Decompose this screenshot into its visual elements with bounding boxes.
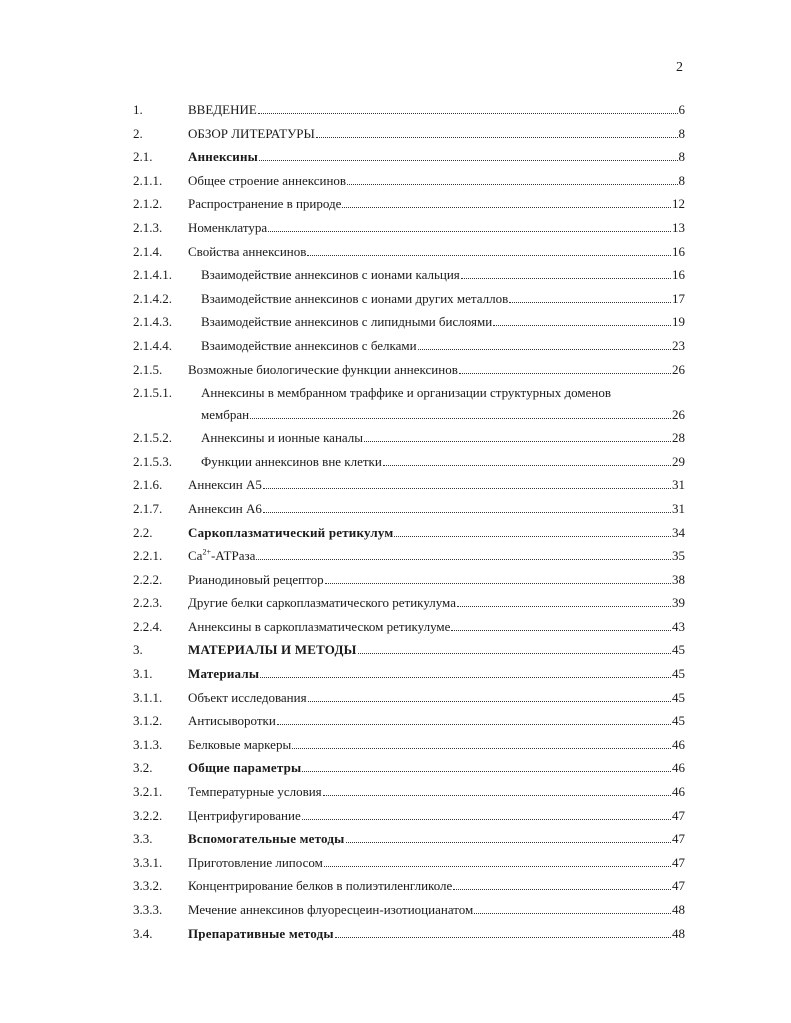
toc-row xyxy=(0,638,791,662)
toc-leader-dots xyxy=(335,936,671,938)
toc-number: 3.3.1. xyxy=(133,854,163,870)
toc-title-text: Вспомогательные методы xyxy=(188,831,345,847)
toc-title-text: Функции аннексинов вне клетки xyxy=(201,453,382,469)
toc-page-number: 23 xyxy=(672,337,685,353)
toc-title xyxy=(188,525,393,541)
toc-title xyxy=(188,572,324,588)
toc-leader-dots xyxy=(258,112,678,114)
toc-number: 3. xyxy=(133,642,143,658)
toc-title-superscript: 2+ xyxy=(202,547,211,557)
toc-page-number: 17 xyxy=(672,290,685,306)
toc-page-number: 47 xyxy=(672,878,685,894)
toc-title-text: Номенклатура xyxy=(188,219,268,235)
toc-number: 2.1.6. xyxy=(133,477,163,493)
toc-row xyxy=(0,358,791,382)
toc-entry[interactable] xyxy=(201,454,685,470)
toc-title xyxy=(188,548,255,564)
toc-leader-dots xyxy=(259,159,677,161)
toc-title xyxy=(188,878,452,894)
toc-number: 2.2.4. xyxy=(133,618,163,634)
toc-number: 3.3.3. xyxy=(133,902,163,917)
toc-number: 2.1.4.2. xyxy=(133,290,172,306)
toc-title-text: Приготовление липосом xyxy=(188,854,323,870)
toc-title-text: Антисыворотки xyxy=(188,713,276,729)
toc-page-number: 46 xyxy=(672,784,685,800)
toc-title xyxy=(188,619,450,635)
toc-leader-dots xyxy=(308,700,671,702)
toc-title xyxy=(188,595,456,611)
toc-page-number: 8 xyxy=(678,149,685,165)
toc-entry[interactable] xyxy=(188,362,685,378)
toc-entry[interactable] xyxy=(188,548,685,564)
toc-page-number: 46 xyxy=(672,760,685,776)
toc-title-prefix: Ca xyxy=(188,548,203,564)
toc-number: 3.2.1. xyxy=(133,784,163,800)
toc-row xyxy=(0,192,791,216)
toc-title xyxy=(201,314,492,330)
toc-leader-dots xyxy=(277,723,671,725)
toc-title xyxy=(188,855,323,871)
toc-title-text: Аннексины xyxy=(188,149,259,165)
toc-row xyxy=(0,145,791,169)
toc-title xyxy=(188,831,345,847)
toc-leader-dots xyxy=(302,770,671,772)
toc-page-number: 16 xyxy=(672,243,685,259)
toc-row xyxy=(0,98,791,122)
toc-row xyxy=(0,874,791,898)
toc-entry[interactable] xyxy=(188,572,685,588)
toc-entry[interactable] xyxy=(188,149,685,165)
toc-leader-dots xyxy=(292,747,671,749)
toc-title-text: Температурные условия xyxy=(188,784,322,800)
toc-page-number: 38 xyxy=(672,571,685,587)
toc-row xyxy=(0,827,791,851)
toc-title xyxy=(188,642,357,658)
toc-leader-dots xyxy=(325,582,671,584)
toc-entry[interactable] xyxy=(188,173,685,189)
toc-leader-dots xyxy=(509,301,671,303)
toc-leader-dots xyxy=(459,372,671,374)
toc-title-text: Общее строение аннексинов xyxy=(188,172,347,188)
toc-title-text: Взаимодействие аннексинов с ионами кальция xyxy=(201,267,460,283)
toc-entry[interactable] xyxy=(188,855,685,871)
toc-title xyxy=(188,902,473,918)
toc-entry[interactable] xyxy=(201,291,685,307)
toc-number: 2.1.7. xyxy=(133,500,163,516)
toc-title xyxy=(188,926,334,942)
toc-page-number: 45 xyxy=(672,666,685,682)
toc-title-text: МАТЕРИАЛЫ И МЕТОДЫ xyxy=(188,642,357,658)
toc-leader-dots xyxy=(342,206,671,208)
toc-number: 2.2. xyxy=(133,524,153,540)
toc-title-text: Общие параметры xyxy=(188,760,302,776)
toc-page-number: 48 xyxy=(672,902,685,917)
toc-title xyxy=(188,760,301,776)
toc-number: 2.1.2. xyxy=(133,196,163,212)
toc-page-number: 45 xyxy=(672,642,685,658)
toc-row xyxy=(0,169,791,193)
toc-page-number: 31 xyxy=(672,500,685,516)
toc-number: 3.2. xyxy=(133,760,153,776)
toc-title-text: Препаративные методы xyxy=(188,925,334,941)
toc-entry[interactable] xyxy=(201,267,685,283)
toc-row xyxy=(0,426,791,450)
toc-entry[interactable] xyxy=(188,196,685,212)
toc-entry[interactable] xyxy=(201,407,685,423)
toc-row xyxy=(0,287,791,311)
toc-row xyxy=(0,756,791,780)
toc-page-number: 39 xyxy=(672,595,685,611)
toc-title-text: Аннексины в саркоплазматическом ретикулуме xyxy=(188,618,451,634)
toc-row xyxy=(0,804,791,828)
toc-row xyxy=(0,334,791,358)
toc-number: 2. xyxy=(133,125,143,141)
toc-title-text: ВВЕДЕНИЕ xyxy=(188,102,257,117)
toc-number: 3.3.2. xyxy=(133,878,163,894)
toc-leader-dots xyxy=(358,652,671,654)
toc-leader-dots xyxy=(307,254,671,256)
toc-title xyxy=(188,102,257,118)
toc-page-number: 8 xyxy=(678,172,685,188)
toc-leader-dots xyxy=(364,440,671,442)
toc-leader-dots xyxy=(268,230,671,232)
toc-page-number: 26 xyxy=(672,361,685,377)
toc-number: 2.1.5. xyxy=(133,361,163,377)
toc-leader-dots xyxy=(394,535,671,537)
toc-number: 2.2.2. xyxy=(133,571,163,587)
toc-leader-dots xyxy=(346,841,671,843)
toc-leader-dots xyxy=(493,324,671,326)
toc-row xyxy=(0,922,791,946)
toc-title xyxy=(201,267,460,283)
toc-page-number: 47 xyxy=(672,831,685,847)
toc-title-text: -АТРаза xyxy=(210,548,256,564)
toc-title xyxy=(201,454,382,470)
toc-row xyxy=(0,450,791,474)
toc-leader-dots xyxy=(461,277,671,279)
toc-entry[interactable] xyxy=(188,220,685,236)
toc-page-number: 16 xyxy=(672,267,685,283)
toc-entry[interactable] xyxy=(188,244,685,260)
toc-page-number: 19 xyxy=(672,314,685,330)
toc-row xyxy=(0,497,791,521)
toc-title xyxy=(201,430,363,446)
toc-number: 2.1.4.1. xyxy=(133,267,172,283)
toc-title-text: Взаимодействие аннексинов с белками xyxy=(201,337,417,353)
toc-number: 3.1.1. xyxy=(133,689,163,705)
toc-page-number: 26 xyxy=(672,407,685,423)
toc-title-text: Аннексин А6 xyxy=(188,500,262,516)
toc-title-text: Взаимодействие аннексинов с липидными бислоями xyxy=(201,314,493,330)
toc-title-text: Взаимодействие аннексинов с ионами других металлов xyxy=(201,290,509,306)
toc-number: 2.1.3. xyxy=(133,219,163,235)
toc-title xyxy=(188,362,458,378)
toc-title xyxy=(188,244,306,260)
toc-entry[interactable] xyxy=(188,737,685,753)
toc-page-number: 46 xyxy=(672,736,685,752)
toc-title xyxy=(188,126,315,142)
toc-number: 3.1.2. xyxy=(133,713,163,729)
toc-row xyxy=(0,898,791,922)
toc-row xyxy=(0,662,791,686)
toc-title-text: Возможные биологические функции аннексинов xyxy=(188,361,458,377)
toc-leader-dots xyxy=(316,136,678,138)
toc-leader-dots xyxy=(383,464,671,466)
toc-title-text: Саркоплазматический ретикулум xyxy=(188,524,394,540)
toc-title xyxy=(188,737,291,753)
toc-title-text: Концентрирование белков в полиэтиленгликоле xyxy=(188,878,453,894)
toc-title-text: Объект исследования xyxy=(188,689,307,705)
toc-entry[interactable] xyxy=(188,477,685,493)
toc-title-text: Материалы xyxy=(188,666,260,682)
toc-title xyxy=(188,784,322,800)
toc-entry[interactable] xyxy=(188,690,685,706)
toc-page-number: 29 xyxy=(672,453,685,469)
toc-leader-dots xyxy=(347,183,677,185)
toc-page-number: 45 xyxy=(672,713,685,729)
toc-leader-dots xyxy=(451,629,671,631)
toc-number: 2.2.3. xyxy=(133,595,163,611)
toc-row xyxy=(0,568,791,592)
toc-entry[interactable] xyxy=(201,338,685,354)
toc-entry[interactable] xyxy=(188,926,685,942)
toc-number: 2.1.4.3. xyxy=(133,314,172,330)
toc-entry[interactable] xyxy=(188,878,685,894)
toc-leader-dots xyxy=(474,912,671,914)
toc-row xyxy=(0,310,791,334)
toc-title xyxy=(201,407,249,423)
toc-entry[interactable] xyxy=(188,501,685,517)
toc-entry[interactable] xyxy=(188,595,685,611)
toc-page-number: 47 xyxy=(672,854,685,870)
toc-entry[interactable] xyxy=(188,713,685,729)
toc-entry[interactable] xyxy=(188,619,685,635)
toc-entry[interactable] xyxy=(188,126,685,142)
toc-entry[interactable] xyxy=(188,784,685,800)
toc-row xyxy=(0,686,791,710)
toc-page-number: 6 xyxy=(678,102,685,117)
toc-leader-dots xyxy=(263,511,671,513)
toc-page-number: 8 xyxy=(678,125,685,141)
toc-number: 2.1. xyxy=(133,149,153,165)
toc-page-number: 34 xyxy=(672,524,685,540)
toc-leader-dots xyxy=(453,888,671,890)
toc-title-text: мембран xyxy=(201,407,250,423)
toc-number: 3.4. xyxy=(133,925,153,941)
toc-leader-dots xyxy=(324,865,671,867)
toc-row xyxy=(0,473,791,497)
toc-title-text: ОБЗОР ЛИТЕРАТУРЫ xyxy=(188,125,315,141)
toc-entry[interactable] xyxy=(188,808,685,824)
toc-number: 2.1.4. xyxy=(133,243,163,259)
toc-title xyxy=(201,291,508,307)
toc-row xyxy=(0,122,791,146)
toc-number: 3.1.3. xyxy=(133,736,163,752)
toc-entry[interactable] xyxy=(188,831,685,847)
toc-row xyxy=(0,240,791,264)
toc-row xyxy=(0,381,791,426)
toc-title xyxy=(188,501,262,517)
toc-row xyxy=(0,780,791,804)
toc-page-number: 47 xyxy=(672,807,685,823)
toc-page-number: 43 xyxy=(672,618,685,634)
toc-page-number: 48 xyxy=(672,925,685,941)
toc-entry[interactable] xyxy=(201,314,685,330)
toc-entry[interactable] xyxy=(188,102,685,118)
toc-row xyxy=(0,521,791,545)
toc-title xyxy=(188,220,267,236)
toc-number: 1. xyxy=(133,102,143,117)
toc-number: 2.1.4.4. xyxy=(133,337,172,353)
toc-number: 2.2.1. xyxy=(133,548,163,564)
table-of-contents xyxy=(0,98,791,945)
toc-row xyxy=(0,263,791,287)
toc-leader-dots xyxy=(263,487,671,489)
toc-leader-dots xyxy=(260,676,671,678)
toc-row xyxy=(0,591,791,615)
toc-title xyxy=(188,713,276,729)
toc-leader-dots xyxy=(323,794,671,796)
toc-number: 2.1.5.2. xyxy=(133,430,172,446)
toc-title-text: Распространение в природе xyxy=(188,196,342,212)
toc-leader-dots xyxy=(457,605,671,607)
toc-leader-dots xyxy=(302,818,671,820)
toc-entry[interactable] xyxy=(188,666,685,682)
toc-title-text: Белковые маркеры xyxy=(188,736,292,752)
toc-title xyxy=(188,666,259,682)
toc-number: 2.1.1. xyxy=(133,172,163,188)
toc-number: 3.2.2. xyxy=(133,807,163,823)
toc-page-number: 31 xyxy=(672,477,685,493)
toc-title xyxy=(201,338,417,354)
toc-leader-dots xyxy=(418,348,671,350)
toc-leader-dots xyxy=(250,417,671,419)
toc-entry[interactable] xyxy=(188,525,685,541)
toc-entry[interactable] xyxy=(188,642,685,658)
toc-page-number: 45 xyxy=(672,689,685,705)
toc-leader-dots xyxy=(256,558,671,560)
toc-title xyxy=(188,173,346,189)
toc-title xyxy=(188,690,307,706)
toc-row xyxy=(0,851,791,875)
toc-title-text: Свойства аннексинов xyxy=(188,243,307,259)
toc-row xyxy=(0,709,791,733)
toc-title-text: Другие белки саркоплазматического ретикулума xyxy=(188,595,456,611)
toc-title-text: Аннексины и ионные каналы xyxy=(201,430,364,446)
toc-entry[interactable] xyxy=(201,430,685,446)
toc-title-text: Рианодиновый рецептор xyxy=(188,571,324,587)
toc-row xyxy=(0,216,791,240)
toc-title xyxy=(188,477,262,493)
toc-entry[interactable] xyxy=(188,760,685,776)
toc-title xyxy=(188,808,301,824)
toc-title xyxy=(188,196,341,212)
toc-page-number: 28 xyxy=(672,430,685,446)
toc-number: 2.1.5.1. xyxy=(133,385,172,401)
toc-page-number: 35 xyxy=(672,548,685,564)
toc-title-text: Мечение аннексинов флуоресцеин-изотиоцианатом xyxy=(188,902,474,917)
toc-title-text: Центрифугирование xyxy=(188,807,301,823)
toc-entry[interactable] xyxy=(188,902,685,918)
toc-number: 3.1. xyxy=(133,666,153,682)
toc-page-number: 13 xyxy=(672,219,685,235)
page-number: 2 xyxy=(676,60,683,75)
toc-row xyxy=(0,544,791,568)
toc-number: 3.3. xyxy=(133,831,153,847)
toc-page-number: 12 xyxy=(672,196,685,212)
toc-title xyxy=(188,149,258,165)
toc-title-line1: Аннексины в мембранном траффике и организации структурных доменов xyxy=(201,385,611,401)
toc-title-text: Аннексин А5 xyxy=(188,477,262,493)
toc-number: 2.1.5.3. xyxy=(133,453,172,469)
toc-row xyxy=(0,733,791,757)
toc-row xyxy=(0,615,791,639)
